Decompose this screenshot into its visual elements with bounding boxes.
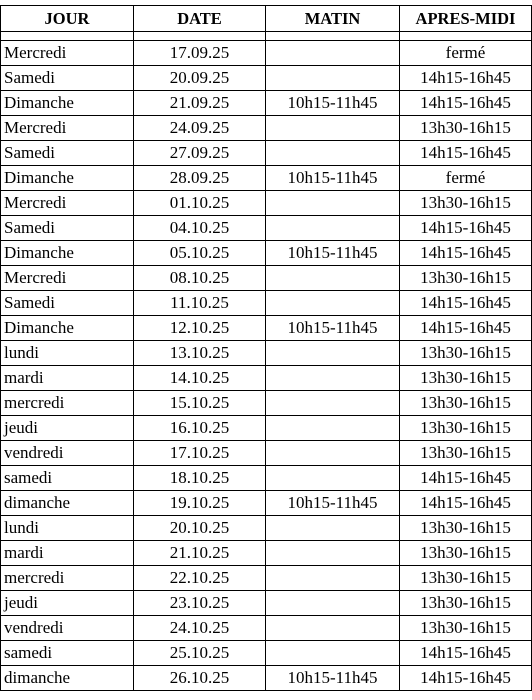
afternoon-cell: 13h30-16h15 — [400, 391, 532, 416]
afternoon-cell: 13h30-16h15 — [400, 616, 532, 641]
day-cell: jeudi — [1, 416, 134, 441]
table-row — [1, 441, 532, 466]
day-cell: Samedi — [1, 141, 134, 166]
afternoon-cell: 13h30-16h15 — [400, 116, 532, 141]
afternoon-cell: 14h15-16h45 — [400, 466, 532, 491]
day-cell: Dimanche — [1, 91, 134, 116]
spacer-row — [1, 32, 532, 41]
table-row — [1, 566, 532, 591]
afternoon-cell: 13h30-16h15 — [400, 541, 532, 566]
afternoon-cell: 14h15-16h45 — [400, 316, 532, 341]
table-body — [1, 32, 532, 691]
afternoon-cell: 13h30-16h15 — [400, 266, 532, 291]
table-row — [1, 541, 532, 566]
afternoon-cell: 14h15-16h45 — [400, 241, 532, 266]
afternoon-cell: fermé — [400, 41, 532, 66]
date-cell: 27.09.25 — [134, 141, 266, 166]
date-cell: 05.10.25 — [134, 241, 266, 266]
date-cell: 12.10.25 — [134, 316, 266, 341]
date-cell: 20.09.25 — [134, 66, 266, 91]
date-cell: 18.10.25 — [134, 466, 266, 491]
table-row — [1, 466, 532, 491]
date-cell: 17.10.25 — [134, 441, 266, 466]
afternoon-cell: 14h15-16h45 — [400, 91, 532, 116]
day-cell: mardi — [1, 366, 134, 391]
afternoon-cell: 14h15-16h45 — [400, 491, 532, 516]
day-cell: Mercredi — [1, 191, 134, 216]
table-row — [1, 491, 532, 516]
day-cell: mercredi — [1, 391, 134, 416]
morning-cell: 10h15-11h45 — [266, 491, 400, 516]
morning-cell: 10h15-11h45 — [266, 91, 400, 116]
date-cell: 25.10.25 — [134, 641, 266, 666]
date-cell: 13.10.25 — [134, 341, 266, 366]
date-cell: 26.10.25 — [134, 666, 266, 691]
column-header-matin: MATIN — [266, 6, 400, 32]
date-cell: 19.10.25 — [134, 491, 266, 516]
afternoon-cell: 14h15-16h45 — [400, 66, 532, 91]
table-row — [1, 266, 532, 291]
morning-cell: 10h15-11h45 — [266, 241, 400, 266]
morning-cell — [266, 41, 400, 66]
morning-cell: 10h15-11h45 — [266, 666, 400, 691]
spacer-cell — [400, 32, 532, 41]
date-cell: 22.10.25 — [134, 566, 266, 591]
date-cell: 24.10.25 — [134, 616, 266, 641]
date-cell: 04.10.25 — [134, 216, 266, 241]
date-cell: 23.10.25 — [134, 591, 266, 616]
table-row — [1, 291, 532, 316]
spacer-cell — [1, 32, 134, 41]
afternoon-cell: 14h15-16h45 — [400, 641, 532, 666]
morning-cell: 10h15-11h45 — [266, 166, 400, 191]
afternoon-cell: 14h15-16h45 — [400, 216, 532, 241]
day-cell: samedi — [1, 466, 134, 491]
table-row — [1, 341, 532, 366]
morning-cell — [266, 541, 400, 566]
day-cell: jeudi — [1, 591, 134, 616]
date-cell: 21.10.25 — [134, 541, 266, 566]
table-row — [1, 91, 532, 116]
day-cell: lundi — [1, 516, 134, 541]
morning-cell — [266, 416, 400, 441]
morning-cell — [266, 266, 400, 291]
table-row — [1, 641, 532, 666]
afternoon-cell: 13h30-16h15 — [400, 566, 532, 591]
table-row — [1, 141, 532, 166]
date-cell: 28.09.25 — [134, 166, 266, 191]
afternoon-cell: 13h30-16h15 — [400, 516, 532, 541]
morning-cell — [266, 66, 400, 91]
day-cell: Mercredi — [1, 116, 134, 141]
day-cell: vendredi — [1, 441, 134, 466]
table-row — [1, 591, 532, 616]
afternoon-cell: 13h30-16h15 — [400, 341, 532, 366]
morning-cell — [266, 141, 400, 166]
date-cell: 01.10.25 — [134, 191, 266, 216]
table-row — [1, 241, 532, 266]
day-cell: Samedi — [1, 291, 134, 316]
day-cell: dimanche — [1, 666, 134, 691]
morning-cell — [266, 441, 400, 466]
morning-cell — [266, 566, 400, 591]
date-cell: 15.10.25 — [134, 391, 266, 416]
afternoon-cell: 13h30-16h15 — [400, 191, 532, 216]
table-row — [1, 416, 532, 441]
day-cell: Mercredi — [1, 266, 134, 291]
table-row — [1, 516, 532, 541]
column-header-apres-midi: APRES-MIDI — [400, 6, 532, 32]
date-cell: 16.10.25 — [134, 416, 266, 441]
table-row — [1, 116, 532, 141]
spacer-cell — [266, 32, 400, 41]
morning-cell — [266, 291, 400, 316]
day-cell: dimanche — [1, 491, 134, 516]
morning-cell — [266, 466, 400, 491]
table-row — [1, 666, 532, 691]
day-cell: lundi — [1, 341, 134, 366]
day-cell: Mercredi — [1, 41, 134, 66]
morning-cell — [266, 516, 400, 541]
morning-cell — [266, 616, 400, 641]
table-row — [1, 391, 532, 416]
afternoon-cell: 13h30-16h15 — [400, 366, 532, 391]
date-cell: 21.09.25 — [134, 91, 266, 116]
morning-cell — [266, 116, 400, 141]
header-row — [1, 6, 532, 32]
table-row — [1, 166, 532, 191]
table-row — [1, 41, 532, 66]
afternoon-cell: 13h30-16h15 — [400, 591, 532, 616]
day-cell: samedi — [1, 641, 134, 666]
afternoon-cell: 14h15-16h45 — [400, 291, 532, 316]
date-cell: 24.09.25 — [134, 116, 266, 141]
day-cell: mardi — [1, 541, 134, 566]
table-row — [1, 616, 532, 641]
table-row — [1, 316, 532, 341]
date-cell: 20.10.25 — [134, 516, 266, 541]
date-cell: 14.10.25 — [134, 366, 266, 391]
day-cell: mercredi — [1, 566, 134, 591]
day-cell: Dimanche — [1, 166, 134, 191]
afternoon-cell: 14h15-16h45 — [400, 666, 532, 691]
date-cell: 11.10.25 — [134, 291, 266, 316]
morning-cell — [266, 391, 400, 416]
table-header — [1, 6, 532, 32]
morning-cell — [266, 641, 400, 666]
morning-cell — [266, 366, 400, 391]
morning-cell — [266, 341, 400, 366]
day-cell: vendredi — [1, 616, 134, 641]
morning-cell — [266, 591, 400, 616]
morning-cell — [266, 191, 400, 216]
column-header-jour: JOUR — [1, 6, 134, 32]
afternoon-cell: fermé — [400, 166, 532, 191]
table-row — [1, 191, 532, 216]
spacer-cell — [134, 32, 266, 41]
day-cell: Dimanche — [1, 241, 134, 266]
table-row — [1, 66, 532, 91]
afternoon-cell: 13h30-16h15 — [400, 416, 532, 441]
day-cell: Samedi — [1, 216, 134, 241]
day-cell: Samedi — [1, 66, 134, 91]
date-cell: 08.10.25 — [134, 266, 266, 291]
column-header-date: DATE — [134, 6, 266, 32]
morning-cell — [266, 216, 400, 241]
table-row — [1, 366, 532, 391]
table-row — [1, 216, 532, 241]
date-cell: 17.09.25 — [134, 41, 266, 66]
schedule-table — [0, 5, 532, 691]
afternoon-cell: 14h15-16h45 — [400, 141, 532, 166]
morning-cell: 10h15-11h45 — [266, 316, 400, 341]
afternoon-cell: 13h30-16h15 — [400, 441, 532, 466]
day-cell: Dimanche — [1, 316, 134, 341]
